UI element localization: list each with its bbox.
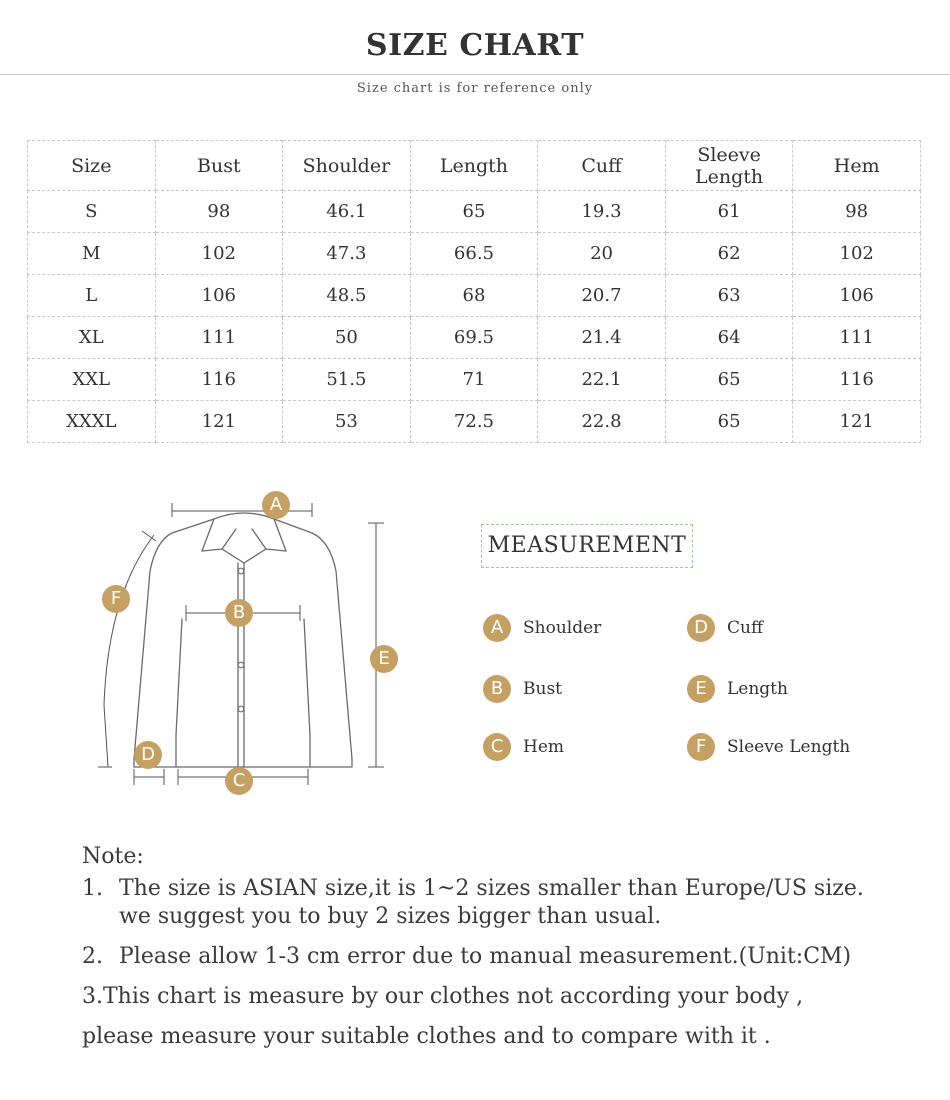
table-cell: 62 bbox=[665, 233, 793, 275]
table-cell: 20.7 bbox=[538, 275, 666, 317]
legend-label: Shoulder bbox=[523, 618, 602, 638]
marker-f-icon: F bbox=[102, 585, 130, 613]
table-cell: 102 bbox=[155, 233, 283, 275]
note-number: 1. bbox=[82, 876, 103, 901]
table-cell: 121 bbox=[155, 401, 283, 443]
note-line: Please allow 1-3 cm error due to manual measurement.(Unit:CM) bbox=[119, 944, 852, 969]
table-cell: 66.5 bbox=[410, 233, 538, 275]
legend-b-icon: B bbox=[483, 675, 511, 703]
marker-e-icon: E bbox=[370, 645, 398, 673]
marker-a-icon: A bbox=[262, 491, 290, 519]
col-header-shoulder: Shoulder bbox=[283, 141, 411, 191]
table-header-row bbox=[28, 141, 921, 191]
legend-item-shoulder bbox=[483, 614, 601, 642]
legend-label: Cuff bbox=[727, 618, 764, 638]
table-row bbox=[28, 191, 921, 233]
title-divider bbox=[0, 74, 950, 75]
table-cell: L bbox=[28, 275, 156, 317]
marker-b-icon: B bbox=[225, 599, 253, 627]
legend-item-hem bbox=[483, 733, 564, 761]
table-cell: 21.4 bbox=[538, 317, 666, 359]
page-title: SIZE CHART bbox=[365, 28, 585, 63]
legend-item-sleeve-length bbox=[687, 733, 850, 761]
legend-item-cuff bbox=[687, 614, 763, 642]
legend-d-icon: D bbox=[687, 614, 715, 642]
shirt-diagram bbox=[90, 485, 420, 805]
table-cell: 61 bbox=[665, 191, 793, 233]
note-text bbox=[119, 875, 864, 931]
legend-c-icon: C bbox=[483, 733, 511, 761]
table-cell: 48.5 bbox=[283, 275, 411, 317]
table-cell: 19.3 bbox=[538, 191, 666, 233]
page-subtitle: Size chart is for reference only bbox=[356, 81, 594, 96]
legend-f-icon: F bbox=[687, 733, 715, 761]
table-cell: 111 bbox=[793, 317, 921, 359]
table-cell: 22.8 bbox=[538, 401, 666, 443]
note-item-1 bbox=[82, 875, 922, 931]
legend-e-icon: E bbox=[687, 675, 715, 703]
table-cell: 50 bbox=[283, 317, 411, 359]
marker-d-icon: D bbox=[134, 741, 162, 769]
table-cell: 65 bbox=[665, 401, 793, 443]
col-header-length: Length bbox=[410, 141, 538, 191]
table-row bbox=[28, 359, 921, 401]
legend-a-icon: A bbox=[483, 614, 511, 642]
note-line: The size is ASIAN size,it is 1~2 sizes smaller than Europe/US size. bbox=[119, 876, 864, 901]
table-cell: 69.5 bbox=[410, 317, 538, 359]
legend-label: Hem bbox=[523, 737, 565, 757]
legend-label: Bust bbox=[523, 679, 562, 699]
legend-label: Length bbox=[727, 679, 788, 699]
table-cell: 65 bbox=[665, 359, 793, 401]
table-cell: 111 bbox=[155, 317, 283, 359]
measurement-title: MEASUREMENT bbox=[481, 524, 693, 568]
table-cell: 98 bbox=[793, 191, 921, 233]
col-header-bust: Bust bbox=[155, 141, 283, 191]
table-cell: XXXL bbox=[28, 401, 156, 443]
notes-section bbox=[82, 843, 922, 1051]
table-cell: 47.3 bbox=[283, 233, 411, 275]
table-cell: 106 bbox=[793, 275, 921, 317]
col-header-cuff: Cuff bbox=[538, 141, 666, 191]
table-row bbox=[28, 401, 921, 443]
col-header-size: Size bbox=[28, 141, 156, 191]
table-cell: 51.5 bbox=[283, 359, 411, 401]
table-cell: 46.1 bbox=[283, 191, 411, 233]
note-item-2 bbox=[82, 943, 922, 971]
table-row bbox=[28, 275, 921, 317]
table-cell: 65 bbox=[410, 191, 538, 233]
note-line: 3.This chart is measure by our clothes not according your body , bbox=[82, 984, 804, 1009]
table-cell: 116 bbox=[793, 359, 921, 401]
table-cell: 63 bbox=[665, 275, 793, 317]
table-row bbox=[28, 233, 921, 275]
legend-label: Sleeve Length bbox=[727, 737, 851, 757]
table-cell: 53 bbox=[283, 401, 411, 443]
legend-item-bust bbox=[483, 675, 562, 703]
note-number: 2. bbox=[82, 944, 103, 969]
col-header-hem: Hem bbox=[793, 141, 921, 191]
table-cell: 106 bbox=[155, 275, 283, 317]
marker-c-icon: C bbox=[225, 767, 253, 795]
table-cell: 71 bbox=[410, 359, 538, 401]
table-cell: XXL bbox=[28, 359, 156, 401]
table-cell: 20 bbox=[538, 233, 666, 275]
table-cell: 121 bbox=[793, 401, 921, 443]
col-header-sleeve-length: Sleeve Length bbox=[665, 141, 793, 191]
table-cell: 102 bbox=[793, 233, 921, 275]
table-cell: 64 bbox=[665, 317, 793, 359]
table-cell: 68 bbox=[410, 275, 538, 317]
table-cell: 72.5 bbox=[410, 401, 538, 443]
table-cell: 116 bbox=[155, 359, 283, 401]
table-cell: M bbox=[28, 233, 156, 275]
table-cell: XL bbox=[28, 317, 156, 359]
table-cell: S bbox=[28, 191, 156, 233]
note-line: please measure your suitable clothes and to compare with it . bbox=[82, 1024, 771, 1049]
table-row bbox=[28, 317, 921, 359]
legend-item-length bbox=[687, 675, 788, 703]
table-cell: 98 bbox=[155, 191, 283, 233]
notes-heading: Note: bbox=[82, 844, 144, 869]
table-cell: 22.1 bbox=[538, 359, 666, 401]
note-line: we suggest you to buy 2 sizes bigger than usual. bbox=[119, 904, 662, 929]
size-table bbox=[27, 140, 921, 443]
